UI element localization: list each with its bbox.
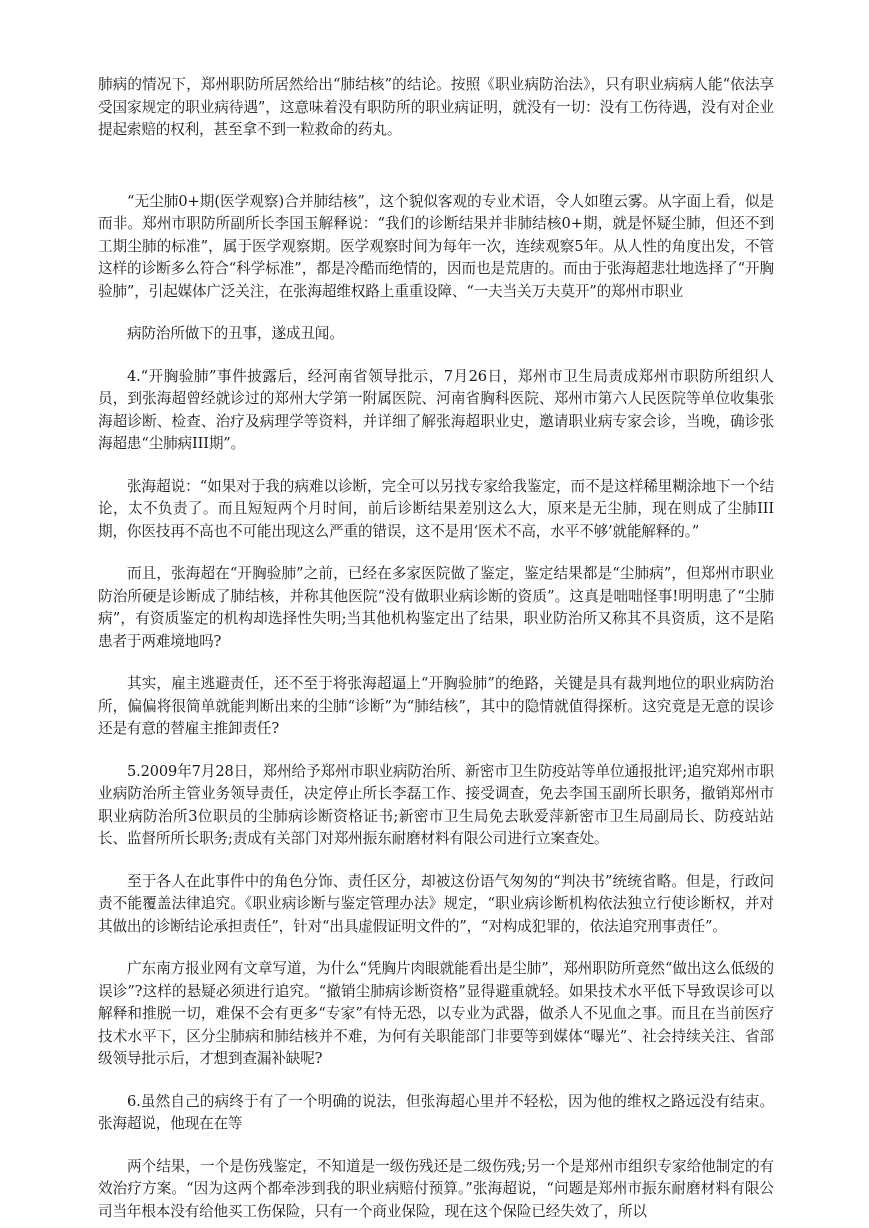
- paragraph-5: 张海超说：“如果对于我的病难以诊断，完全可以另找专家给我鉴定，而不是这样稀里糊涂地下一个结论，太不负责了。而且短短两个月时间，前后诊断结果差别这么大，原来是无尘肺，现在则成了尘肺III期，你医技再不高也不可能出现这么严重的错误，这不是用‘医术不高，水平不够’就能解释的。”: [98, 477, 774, 540]
- paragraph-9: 至于各人在此事件中的角色分饰、责任区分，却被这份语气匆匆的“判决书”统统省略。但是，行政问责不能覆盖法律追究。《职业病诊断与鉴定管理办法》规定，“职业病诊断机构依法独立行使诊断权，并对其做出的诊断结论承担责任”，针对“出具虚假证明文件的”，“对构成犯罪的，依法追究刑事责任”。: [98, 872, 774, 935]
- paragraph-4: 4.“开胸验肺”事件披露后，经河南省领导批示，7月26日，郑州市卫生局责成郑州市职防所组织人员，到张海超曾经就诊过的郑州大学第一附属医院、河南省胸科医院、郑州市第六人民医院等单位收集张海超诊断、检查、治疗及病理学等资料，并详细了解张海超职业史，邀请职业病专家会诊，当晚，确诊张海超患“尘肺病III期”。: [98, 367, 774, 452]
- paragraph-3: 病防治所做下的丑事，遂成丑闻。: [127, 325, 344, 342]
- paragraph-8: 5.2009年7月28日，郑州给予郑州市职业病防治所、新密市卫生防疫站等单位通报批评;追究郑州市职业病防治所主管业务领导责任，决定停止所长李磊工作、接受调查，免去李国玉副所长职务，撤销郑州市职业病防治所3位职员的尘肺病诊断资格证书;新密市卫生局免去耿爱萍新密市卫生局副局长、防疫站站长、监督所所长职务;责成有关部门对郑州振东耐磨材料有限公司进行立案查处。: [98, 762, 774, 847]
- document-page: [98, 74, 774, 1223]
- paragraph-2: “无尘肺0+期(医学观察)合并肺结核”，这个貌似客观的专业术语，令人如堕云雾。从字面上看，似是而非。郑州市职防所副所长李国玉解释说：“我们的诊断结果并非肺结核0+期，就是怀疑尘肺，但还不到工期尘肺的标准”，属于医学观察期。医学观察时间为每年一次，连续观察5年。从人性的角度出发，不管这样的诊断多么符合“科学标准”，都是冷酷而绝情的，因而也是荒唐的。而由于张海超悲壮地选择了“开胸验肺”，引起媒体广泛关注，在张海超维权路上重重设障、“一夫当关万夫莫开”的郑州市职业: [98, 192, 774, 300]
- paragraph-12: 两个结果，一个是伤残鉴定，不知道是一级伤残还是二级伤残;另一个是郑州市组织专家给他制定的有效治疗方案。“因为这两个都牵涉到我的职业病赔付预算。”张海超说，“问题是郑州市振东耐磨材料有限公司当年根本没有给他买工伤保险，只有一个商业保险，现在这个保险已经失效了，所以: [98, 1157, 774, 1220]
- paragraph-10: 广东南方报业网有文章写道，为什么“凭胸片肉眼就能看出是尘肺”，郑州职防所竟然“做出这么低级的误诊”?这样的悬疑必须进行追究。“撤销尘肺病诊断资格”显得避重就轻。如果技术水平低下导致误诊可以解释和推脱一切，难保不会有更多“专家”有恃无恐，以专业为武器，做杀人不见血之事。而且在当前医疗技术水平下，区分尘肺病和肺结核并不难，为何有关职能部门非要等到媒体“曝光”、社会持续关注、省部级领导批示后，才想到查漏补缺呢?: [98, 960, 774, 1067]
- paragraph-6: 而且，张海超在“开胸验肺”之前，已经在多家医院做了鉴定，鉴定结果都是“尘肺病”，但郑州市职业防治所硬是诊断成了肺结核，并称其他医院“没有做职业病诊断的资质”。这真是咄咄怪事!明明患了“尘肺病”，有资质鉴定的机构却选择性失明;当其他机构鉴定出了结果，职业防治所又称其不具资质，这不是陷患者于两难境地吗?: [98, 565, 774, 650]
- paragraph-7: 其实，雇主逃避责任，还不至于将张海超逼上“开胸验肺”的绝路，关键是具有裁判地位的职业病防治所，偏偏将很简单就能判断出来的尘肺“诊断”为“肺结核”，其中的隐情就值得探析。这究竟是无意的误诊还是有意的替雇主推卸责任?: [98, 675, 774, 737]
- paragraph-11: 6.虽然自己的病终于有了一个明确的说法，但张海超心里并不轻松，因为他的维权之路远没有结束。张海超说，他现在在等: [98, 1092, 774, 1132]
- paragraph-1: 肺病的情况下，郑州职防所居然给出“肺结核”的结论。按照《职业病防治法》，只有职业病病人能“依法享受国家规定的职业病待遇”，这意味着没有职防所的职业病证明，就没有一切：没有工伤待遇，没有对企业提起索赔的权利，甚至拿不到一粒救命的药丸。: [98, 76, 774, 138]
